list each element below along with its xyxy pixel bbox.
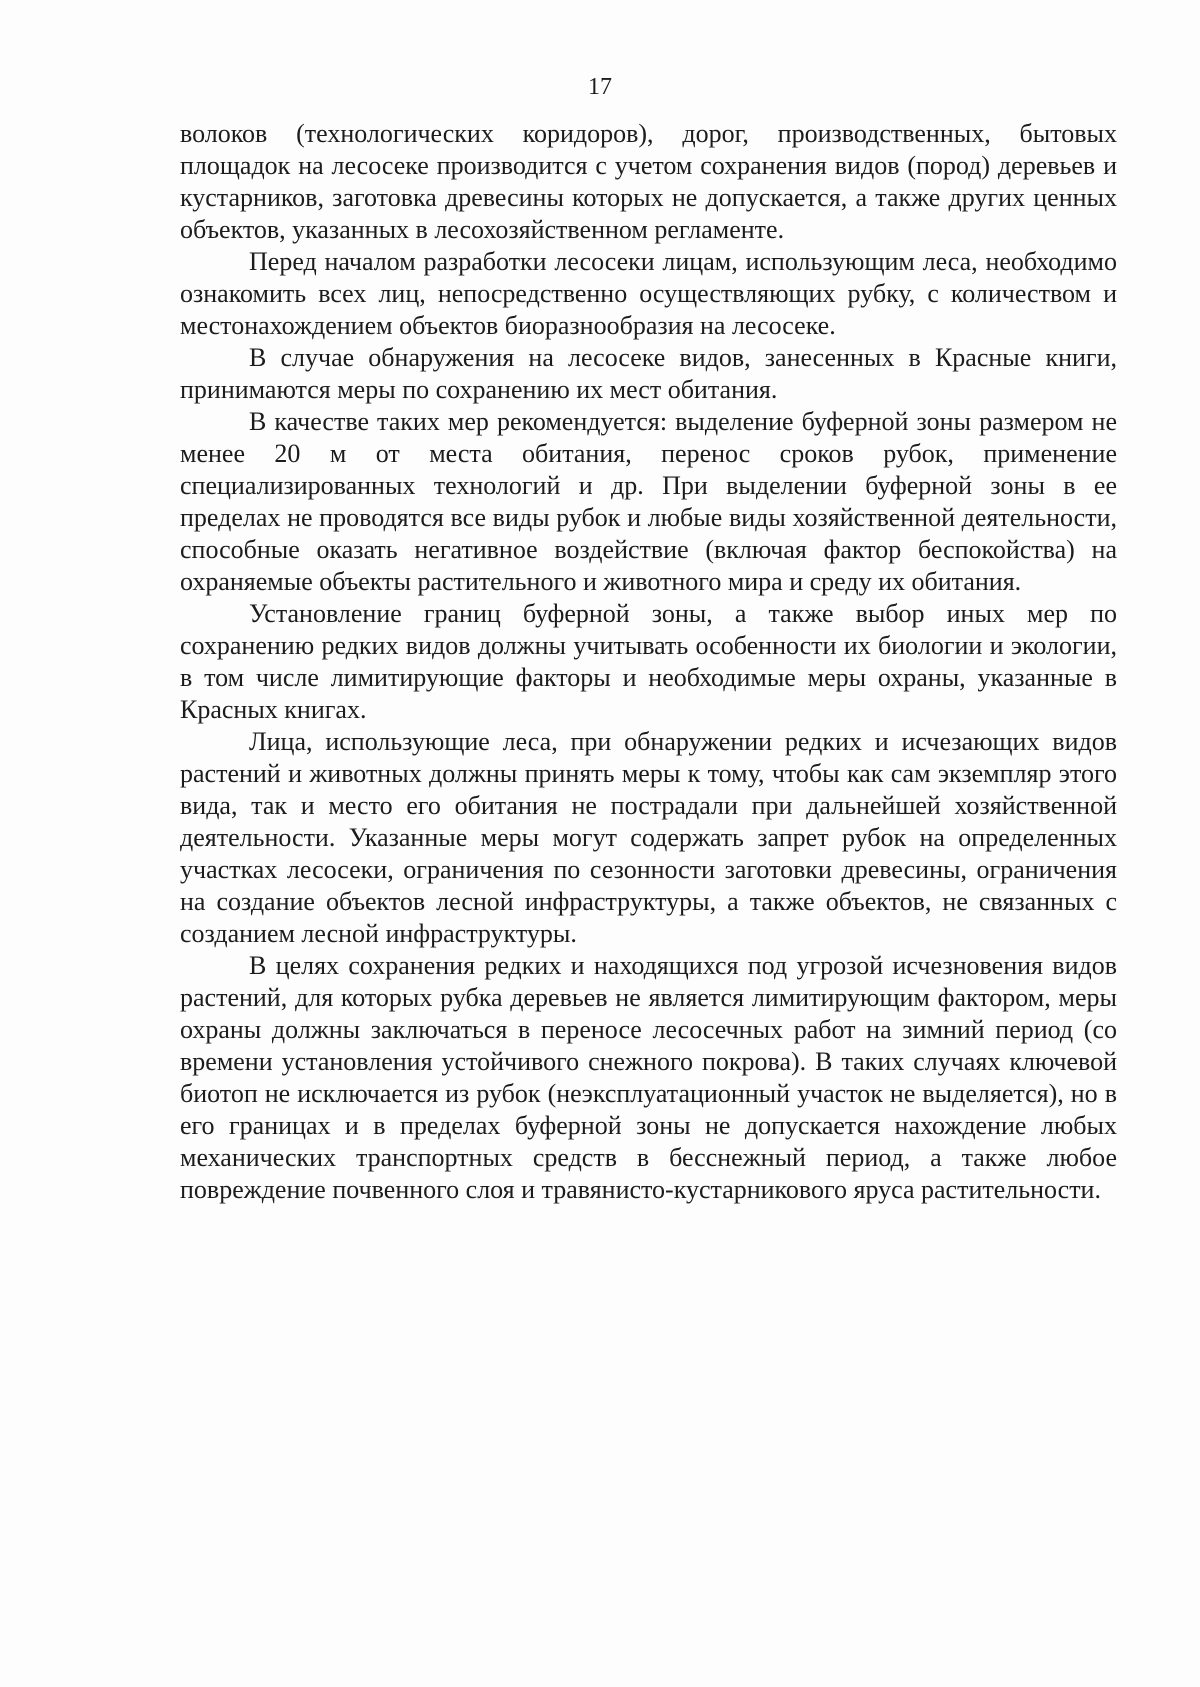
paragraph-3: В случае обнаружения на лесосеке видов, занесенных в Красные книги, принимаются меры по сохранению их мест обитания. [180,343,1117,404]
paragraph-1: волоков (технологических коридоров), дорог, производственных, бытовых площадок на лесосеке производится с учетом сохранения видов (пород) деревьев и кустарников, заготовка древесины которых не допускается, а также других ценных объектов, указанных в лесохозяйственном регламенте. [180,119,1117,244]
paragraph-6: Лица, использующие леса, при обнаружении редких и исчезающих видов растений и животных должны принять меры к тому, чтобы как сам экземпляр этого вида, так и место его обитания не пострадали при дальнейшей хозяйственной деятельности. Указанные меры могут содержать запрет рубок на определенных участках лесосеки, ограничения по сезонности заготовки древесины, ограничения на создание объектов лесной инфраструктуры, а также объектов, не связанных с созданием лесной инфраструктуры. [180,727,1117,948]
paragraph-5: Установление границ буферной зоны, а также выбор иных мер по сохранению редких видов должны учитывать особенности их биологии и экологии, в том числе лимитирующие факторы и необходимые меры охраны, указанные в Красных книгах. [180,599,1117,724]
paragraph-4: В качестве таких мер рекомендуется: выделение буферной зоны размером не менее 20 м от места обитания, перенос сроков рубок, применение специализированных технологий и др. При выделении буферной зоны в ее пределах не проводятся все виды рубок и любые виды хозяйственной деятельности, способные оказать негативное воздействие (включая фактор беспокойства) на охраняемые объекты растительного и животного мира и среду их обитания. [180,407,1117,596]
body-text [180,118,1117,1206]
paragraph-2: Перед началом разработки лесосеки лицам, использующим леса, необходимо ознакомить всех лиц, непосредственно осуществляющих рубку, с количеством и местонахождением объектов биоразнообразия на лесосеке. [180,247,1117,340]
page-number: 17 [588,74,612,100]
paragraph-7: В целях сохранения редких и находящихся под угрозой исчезновения видов растений, для которых рубка деревьев не является лимитирующим фактором, меры охраны должны заключаться в переносе лесосечных работ на зимний период (со времени установления устойчивого снежного покрова). В таких случаях ключевой биотоп не исключается из рубок (неэксплуатационный участок не выделяется), но в его границах и в пределах буферной зоны не допускается нахождение любых механических транспортных средств в бесснежный период, а также любое повреждение почвенного слоя и травянисто-кустарникового яруса растительности. [180,951,1117,1204]
